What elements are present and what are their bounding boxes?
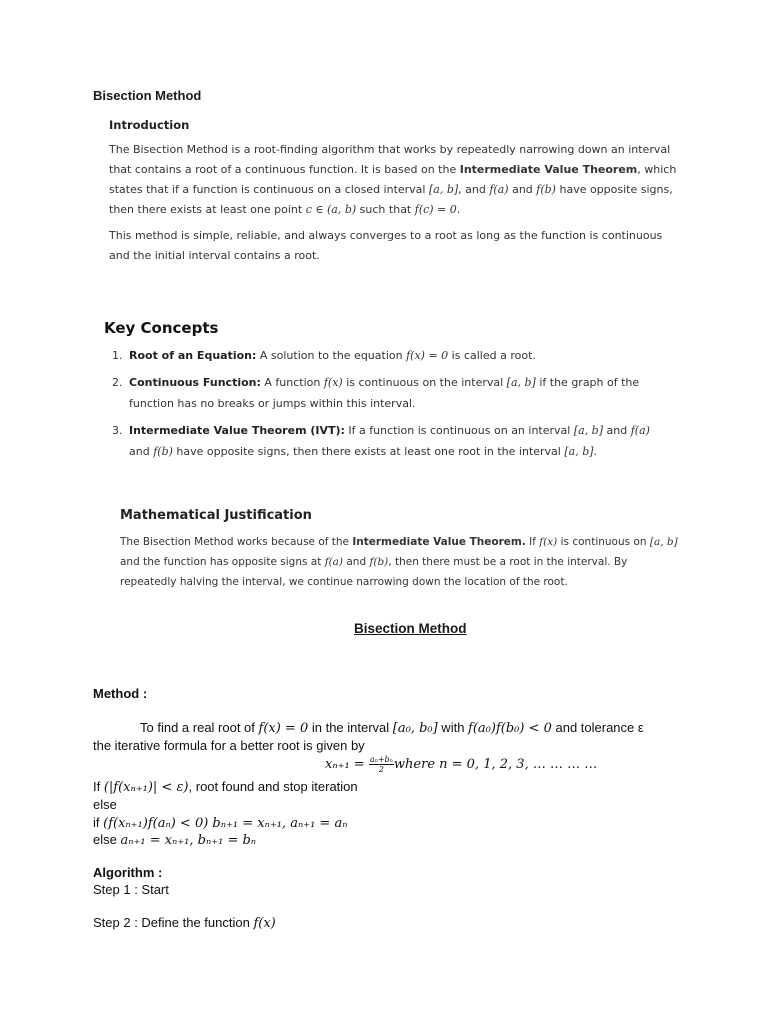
text: The Bisection Method works because of the <box>120 536 353 548</box>
math-expression: f(b) <box>536 183 556 196</box>
text: is called a root. <box>448 349 536 362</box>
text: with <box>437 720 469 735</box>
else-line-2 <box>93 832 256 848</box>
text: . <box>593 445 598 458</box>
introduction-section <box>109 118 679 266</box>
algorithm-step-1: Step 1 : Start <box>93 882 169 897</box>
list-item <box>112 420 672 462</box>
text: If <box>525 536 540 548</box>
bold-term: Intermediate Value Theorem. <box>352 536 526 548</box>
math-expression: [a, b] <box>573 424 604 437</box>
text: such that <box>356 203 415 216</box>
condition-line-2 <box>93 815 347 831</box>
text: To find a real root of <box>140 720 259 735</box>
bold-term: Intermediate Value Theorem <box>459 163 638 176</box>
math-expression: f(a) <box>324 556 344 568</box>
math-expression: f(b) <box>369 556 389 568</box>
list-item <box>112 372 672 414</box>
math-expression: where n = 0, 1, 2, 3, … … … … <box>393 756 598 772</box>
text: If <box>93 779 104 794</box>
text: if <box>93 815 104 830</box>
method-line-2: the iterative formula for a better root is given by <box>93 738 365 753</box>
document-title: Bisection Method <box>93 88 202 103</box>
math-expression: f(a) <box>489 183 509 196</box>
list-item-body <box>129 420 672 462</box>
math-expression: f(x) <box>253 916 276 931</box>
text: is continuous on the interval <box>342 376 507 389</box>
text: . <box>456 203 461 216</box>
text: and the function has opposite signs at <box>120 556 325 568</box>
method-label: Method : <box>93 686 148 701</box>
introduction-paragraph-1 <box>109 140 679 220</box>
math-expression: f(x) <box>323 376 343 389</box>
iterative-formula <box>325 755 597 774</box>
key-concepts-heading: Key Concepts <box>104 319 219 337</box>
text: have opposite signs, then there exists at least one root in the interval <box>172 445 565 458</box>
algorithm-step-2 <box>93 915 276 931</box>
list-number: 1. <box>112 349 123 362</box>
list-item-body <box>129 345 536 366</box>
math-expression: aₙ₊₁ = xₙ₊₁, bₙ₊₁ = bₙ <box>120 833 257 848</box>
bold-term: Root of an Equation: <box>129 349 257 362</box>
math-expression: (f(xₙ₊₁)f(aₙ) < 0) bₙ₊₁ = xₙ₊₁, aₙ₊₁ = aₙ <box>103 816 348 831</box>
text: , root found and stop iteration <box>188 779 358 794</box>
math-expression: f(x) <box>539 536 558 548</box>
introduction-paragraph-2: This method is simple, reliable, and always converges to a root as long as the function is continuous and the initial interval contains a root. <box>109 229 663 262</box>
list-item-body <box>129 372 672 414</box>
math-expression: [a, b] <box>506 376 536 389</box>
list-number: 2. <box>112 376 123 389</box>
math-expression: f(c) = 0 <box>414 203 457 216</box>
section-title: Bisection Method <box>354 621 467 636</box>
math-expression: [a₀, b₀] <box>392 721 438 736</box>
math-expression: f(x) = 0 <box>258 721 309 736</box>
math-expression: f(b) <box>153 445 173 458</box>
math-expression: f(a₀)f(b₀) < 0 <box>468 721 552 736</box>
text: and <box>603 424 631 437</box>
text: The Bisection Method is a root-finding algorithm that works by repeatedly narrowing down an interval that contains a root of a continuous function. It is based on the <box>109 143 671 176</box>
math-expression: [a, b] <box>428 183 459 196</box>
text: and <box>129 445 154 458</box>
text: and <box>343 556 370 568</box>
list-item <box>112 345 672 366</box>
text: A solution to the equation <box>256 349 407 362</box>
introduction-heading: Introduction <box>109 118 190 132</box>
bold-term: Continuous Function: <box>129 376 261 389</box>
math-expression: c ∈ (a, b) <box>305 203 357 216</box>
math-expression: [a, b] <box>649 536 678 548</box>
text: is continuous on <box>557 536 650 548</box>
mathematical-justification-section <box>120 508 680 592</box>
math-expression: f(a) <box>630 424 650 437</box>
list-number: 3. <box>112 424 123 437</box>
math-expression: (|f(xₙ₊₁)| < ε) <box>103 780 189 795</box>
text: if the graph of the function has no breaks or jumps within this interval. <box>129 376 640 410</box>
mathematical-justification-heading: Mathematical Justification <box>120 508 312 523</box>
text: else <box>93 832 121 847</box>
text: have opposite signs, then there exists at least one point <box>109 183 673 216</box>
mathematical-justification-paragraph <box>120 532 680 592</box>
text: Step 2 : Define the function <box>93 915 254 930</box>
text: If a function is continuous on an interval <box>344 424 574 437</box>
bold-term: Intermediate Value Theorem (IVT): <box>129 424 345 437</box>
fraction <box>369 755 394 774</box>
text: , then there must be a root in the interval. By repeatedly halving the interval, we continue narrowing down the location of the root. <box>120 556 628 588</box>
method-line-1 <box>140 720 644 736</box>
text: A function <box>260 376 324 389</box>
fraction-numerator: aₙ+bₙ <box>369 755 393 764</box>
fraction-denominator: 2 <box>378 765 384 774</box>
else-line-1: else <box>93 797 117 812</box>
text: , which states that if a function is continuous on a closed interval <box>109 163 677 196</box>
math-expression: [a, b] <box>564 445 594 458</box>
text: and <box>508 183 537 196</box>
condition-line-1 <box>93 779 358 795</box>
text: and tolerance ε <box>551 720 644 735</box>
text: in the interval <box>308 720 393 735</box>
text: , and <box>458 183 490 196</box>
math-expression: f(x) = 0 <box>406 349 449 362</box>
algorithm-label: Algorithm : <box>93 865 163 880</box>
math-expression: xₙ₊₁ = <box>325 756 369 772</box>
key-concepts-list <box>112 345 672 468</box>
